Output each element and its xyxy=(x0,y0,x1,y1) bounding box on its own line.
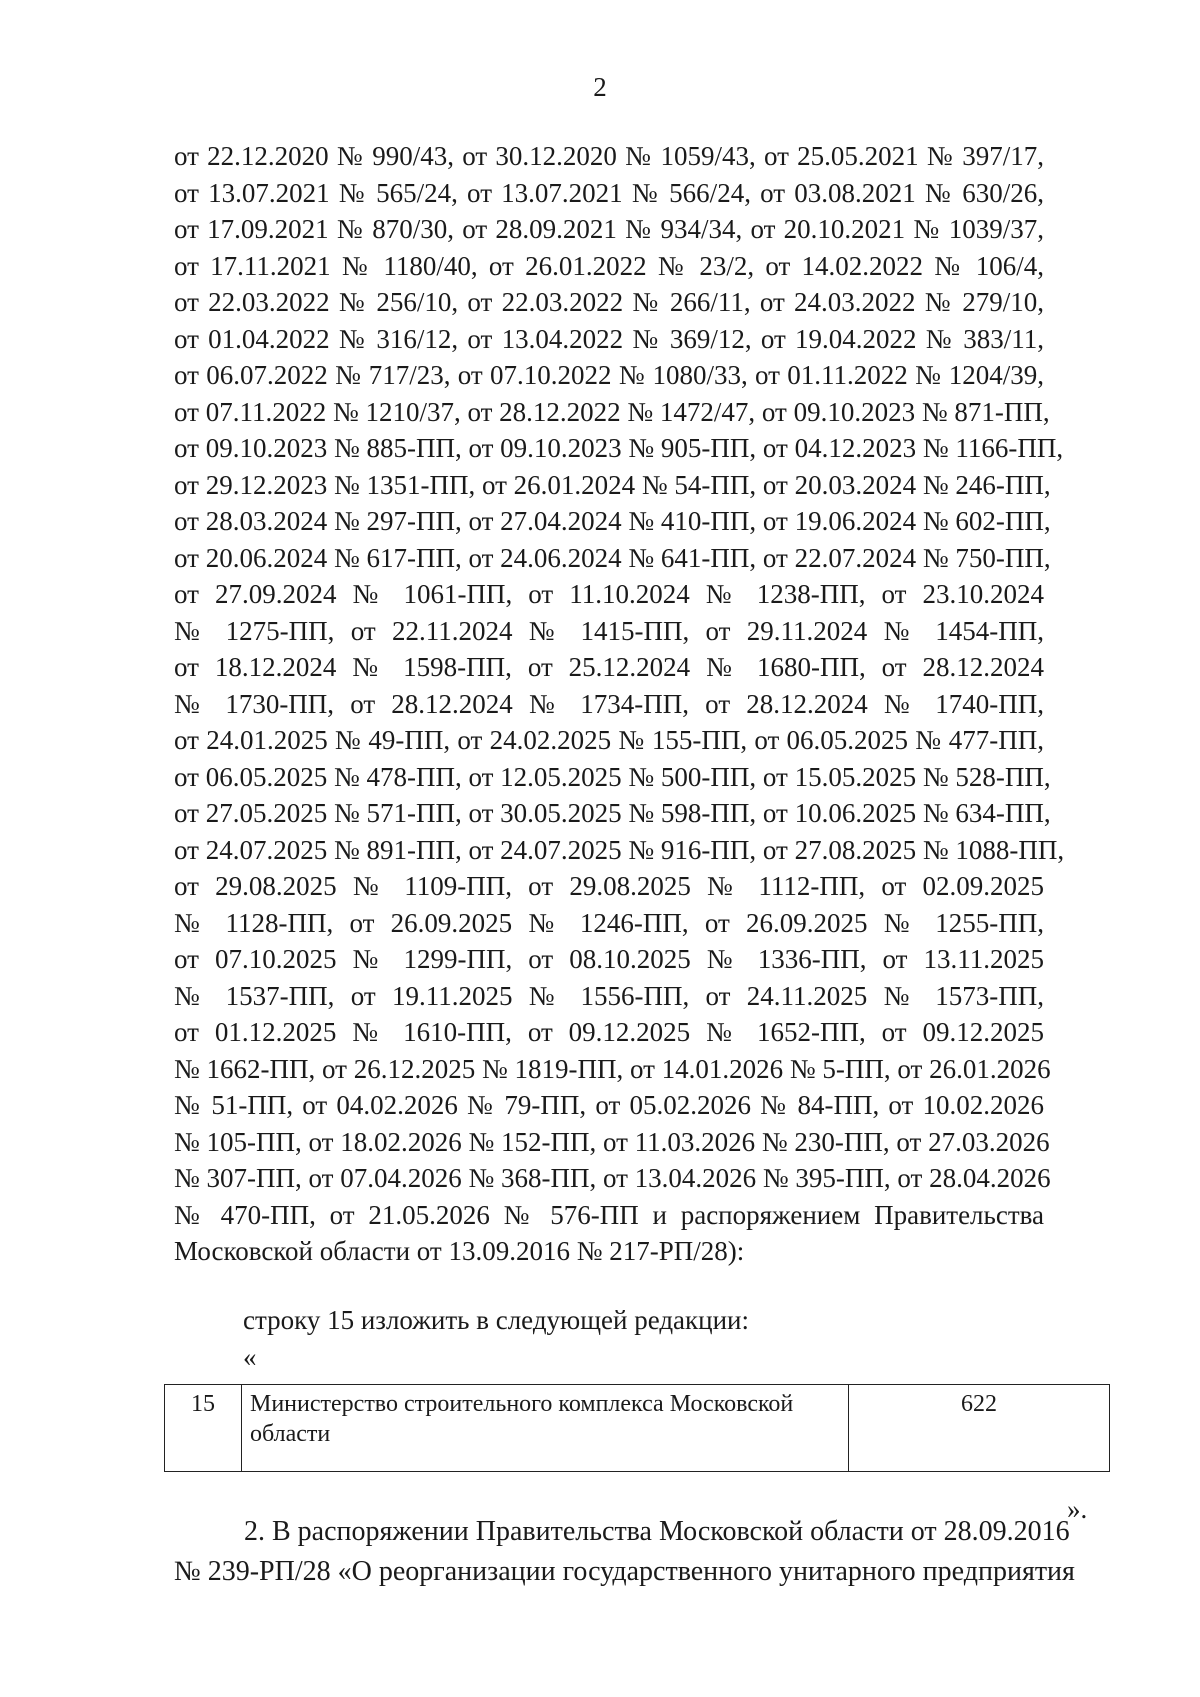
text-line: от 28.03.2024 № 297-ПП, от 27.04.2024 № 410-ПП, от 19.06.2024 № 602-ПП, xyxy=(174,506,1051,536)
organization-name-cell: Министерство строительного комплекса Московской области xyxy=(242,1385,849,1472)
page-number: 2 xyxy=(593,72,607,102)
text-line: от 22.12.2020 № 990/43, от 30.12.2020 № 1059/43, от 25.05.2021 № 397/17, xyxy=(174,141,1044,171)
text-line: от 13.07.2021 № 565/24, от 13.07.2021 № 566/24, от 03.08.2021 № 630/26, xyxy=(174,177,1044,208)
text-line: от 24.01.2025 № 49-ПП, от 24.02.2025 № 155-ПП, от 06.05.2025 № 477-ПП, xyxy=(174,725,1044,755)
text-line: № 1730-ПП, от 28.12.2024 № 1734-ПП, от 28.12.2024 № 1740-ПП, xyxy=(174,688,1044,719)
text-line: № 1537-ПП, от 19.11.2025 № 1556-ПП, от 24.11.2025 № 1573-ПП, xyxy=(174,980,1044,1011)
amendments-list-paragraph xyxy=(174,138,1065,1270)
text-line: от 29.08.2025 № 1109-ПП, от 29.08.2025 № 1112-ПП, от 02.09.2025 xyxy=(174,871,1044,901)
text-line: № 307-ПП, от 07.04.2026 № 368-ПП, от 13.04.2026 № 395-ПП, от 28.04.2026 xyxy=(174,1163,1051,1193)
text-line: от 27.09.2024 № 1061-ПП, от 11.10.2024 № 1238-ПП, от 23.10.2024 xyxy=(174,579,1044,609)
text-line: от 18.12.2024 № 1598-ПП, от 25.12.2024 № 1680-ПП, от 28.12.2024 xyxy=(174,652,1044,682)
text-line: № 105-ПП, от 18.02.2026 № 152-ПП, от 11.03.2026 № 230-ПП, от 27.03.2026 xyxy=(174,1126,1050,1157)
instruction-line: строку 15 изложить в следующей редакции: xyxy=(243,1305,750,1335)
paragraph-two xyxy=(174,1512,1075,1592)
value-cell: 622 xyxy=(849,1385,1110,1472)
text-line: № 51-ПП, от 04.02.2026 № 79-ПП, от 05.02.2026 № 84-ПП, от 10.02.2026 xyxy=(174,1090,1044,1120)
text-line: от 07.10.2025 № 1299-ПП, от 08.10.2025 № 1336-ПП, от 13.11.2025 xyxy=(174,944,1044,974)
text-line: от 01.04.2022 № 316/12, от 13.04.2022 № 369/12, от 19.04.2022 № 383/11, xyxy=(174,323,1044,354)
text-line: от 20.06.2024 № 617-ПП, от 24.06.2024 № 641-ПП, от 22.07.2024 № 750-ПП, xyxy=(174,542,1051,573)
text-line: от 17.09.2021 № 870/30, от 28.09.2021 № 934/34, от 20.10.2021 № 1039/37, xyxy=(174,214,1044,244)
text-line: № 239-РП/28 «О реорганизации государственного унитарного предприятия xyxy=(174,1556,1075,1587)
text-line: от 01.12.2025 № 1610-ПП, от 09.12.2025 № 1652-ПП, от 09.12.2025 xyxy=(174,1017,1044,1047)
text-line: от 06.05.2025 № 478-ПП, от 12.05.2025 № 500-ПП, от 15.05.2025 № 528-ПП, xyxy=(174,761,1051,792)
text-line: от 17.11.2021 № 1180/40, от 26.01.2022 № 23/2, от 14.02.2022 № 106/4, xyxy=(174,250,1044,281)
text-line: от 24.07.2025 № 891-ПП, от 24.07.2025 № 916-ПП, от 27.08.2025 № 1088-ПП, xyxy=(174,834,1065,865)
text-line: от 29.12.2023 № 1351-ПП, от 26.01.2024 № 54-ПП, от 20.03.2024 № 246-ПП, xyxy=(174,469,1051,500)
text-line: 2. В распоряжении Правительства Московской области от 28.09.2016 xyxy=(244,1516,1070,1547)
text-line: от 07.11.2022 № 1210/37, от 28.12.2022 № 1472/47, от 09.10.2023 № 871-ПП, xyxy=(174,396,1050,427)
closing-quote-mark: ». xyxy=(1067,1494,1088,1524)
opening-quote-mark: « xyxy=(243,1342,257,1372)
text-line: № 1662-ПП, от 26.12.2025 № 1819-ПП, от 14.01.2026 № 5-ПП, от 26.01.2026 xyxy=(174,1053,1051,1084)
row-number-cell: 15 xyxy=(165,1385,242,1472)
text-line: от 06.07.2022 № 717/23, от 07.10.2022 № 1080/33, от 01.11.2022 № 1204/39, xyxy=(174,360,1044,390)
text-line-last: Московской области от 13.09.2016 № 217-РП/28): xyxy=(174,1236,745,1266)
text-line: от 22.03.2022 № 256/10, от 22.03.2022 № 266/11, от 24.03.2022 № 279/10, xyxy=(174,287,1044,317)
replacement-row-table xyxy=(164,1384,1110,1472)
text-line: от 09.10.2023 № 885-ПП, от 09.10.2023 № 905-ПП, от 04.12.2023 № 1166-ПП, xyxy=(174,433,1064,463)
table-row xyxy=(165,1385,1110,1472)
text-line: № 1275-ПП, от 22.11.2024 № 1415-ПП, от 29.11.2024 № 1454-ПП, xyxy=(174,615,1044,646)
text-line: № 470-ПП, от 21.05.2026 № 576-ПП и распоряжением Правительства xyxy=(174,1199,1044,1230)
text-line: № 1128-ПП, от 26.09.2025 № 1246-ПП, от 26.09.2025 № 1255-ПП, xyxy=(174,907,1044,938)
text-line: от 27.05.2025 № 571-ПП, от 30.05.2025 № 598-ПП, от 10.06.2025 № 634-ПП, xyxy=(174,798,1051,828)
